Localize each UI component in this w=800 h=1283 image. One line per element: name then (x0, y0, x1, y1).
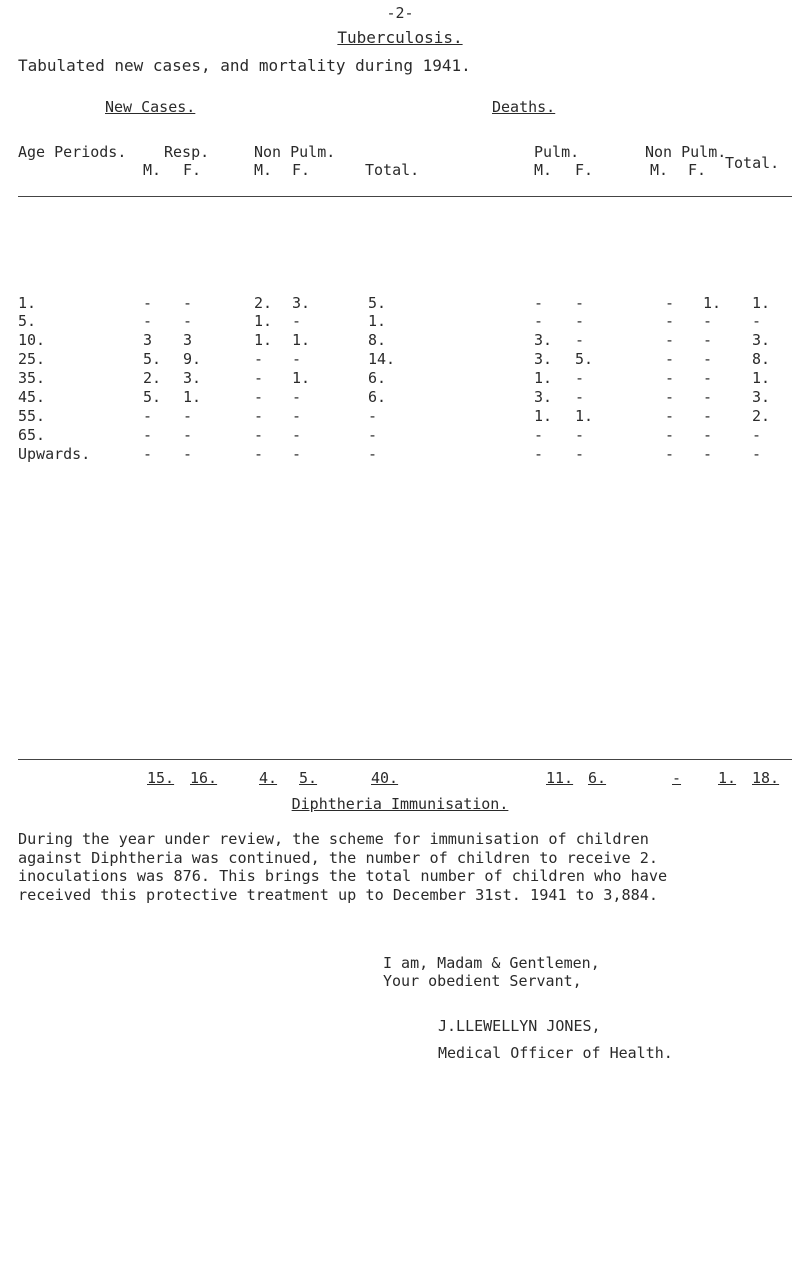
table-cell: 14. (368, 350, 396, 368)
table-cell: - (292, 350, 302, 368)
table-cell: - (292, 407, 302, 425)
intro-line: Tabulated new cases, and mortality during 1941. (18, 56, 471, 75)
total-cell: 5. (299, 769, 318, 787)
header-nonpulm-f: F. (292, 161, 311, 179)
table-cell: - (143, 426, 153, 444)
table-cell: - (183, 294, 193, 312)
totals-top-rule (18, 759, 792, 760)
total-cell: 15. (147, 769, 175, 787)
paragraph-line: against Diphtheria was continued, the number of children to receive 2. (18, 848, 659, 867)
table-cell: 1. (292, 331, 311, 349)
signature-name: J.LLEWELLYN JONES, (438, 1017, 601, 1035)
table-cell: 5. (143, 350, 162, 368)
table-cell: - (143, 445, 153, 463)
section-deaths: Deaths. (492, 98, 556, 116)
table-cell: - (292, 426, 302, 444)
table-cell: - (368, 407, 378, 425)
table-cell: - (575, 294, 585, 312)
table-cell: 5. (368, 294, 387, 312)
table-cell: - (703, 407, 713, 425)
table-cell: 2. (752, 407, 771, 425)
table-cell: 1. (368, 312, 387, 330)
header-nonpulm-d-f: F. (688, 161, 707, 179)
total-cell: 40. (371, 769, 399, 787)
header-rule (18, 196, 792, 197)
table-cell: - (143, 294, 153, 312)
table-cell: - (254, 426, 264, 444)
signature-role: Medical Officer of Health. (438, 1044, 673, 1062)
row-age-label: 25. (18, 350, 46, 368)
table-cell: - (183, 407, 193, 425)
table-cell: 3 (183, 331, 193, 349)
row-age-label: 1. (18, 294, 37, 312)
row-age-label: 55. (18, 407, 46, 425)
row-age-label: 65. (18, 426, 46, 444)
header-pulm-f: F. (575, 161, 594, 179)
closing-servant: Your obedient Servant, (383, 972, 582, 990)
table-cell: - (665, 426, 675, 444)
table-cell: - (183, 445, 193, 463)
table-cell: 3. (534, 331, 553, 349)
table-cell: 6. (368, 369, 387, 387)
table-cell: - (703, 350, 713, 368)
table-cell: 3. (752, 388, 771, 406)
table-cell: - (254, 388, 264, 406)
table-cell: - (575, 445, 585, 463)
table-cell: - (752, 445, 762, 463)
table-cell: 1. (752, 294, 771, 312)
table-cell: - (534, 445, 544, 463)
header-total-deaths: Total. (725, 154, 780, 172)
table-cell: - (575, 426, 585, 444)
table-cell: 5. (575, 350, 594, 368)
table-cell: 3. (183, 369, 202, 387)
total-cell: 6. (588, 769, 607, 787)
table-cell: 9. (183, 350, 202, 368)
header-non-pulm-new: Non Pulm. (254, 143, 336, 161)
table-cell: - (368, 445, 378, 463)
table-cell: - (292, 445, 302, 463)
page-number: -2- (386, 4, 414, 22)
table-cell: - (292, 388, 302, 406)
paragraph-line: inoculations was 876. This brings the total number of children who have (18, 867, 668, 885)
table-cell: 2. (254, 294, 273, 312)
table-cell: - (665, 388, 675, 406)
table-cell: 5. (143, 388, 162, 406)
row-age-label: 5. (18, 312, 37, 330)
table-cell: - (703, 426, 713, 444)
table-cell: - (665, 369, 675, 387)
table-cell: - (752, 312, 762, 330)
table-cell: - (703, 369, 713, 387)
table-cell: - (183, 312, 193, 330)
table-cell: - (665, 407, 675, 425)
total-cell: 11. (546, 769, 574, 787)
table-cell: - (665, 445, 675, 463)
row-age-label: 45. (18, 388, 46, 406)
table-cell: - (575, 369, 585, 387)
table-cell: 1. (575, 407, 594, 425)
table-cell: - (254, 369, 264, 387)
header-nonpulm-d-m: M. (650, 161, 669, 179)
table-cell: - (143, 407, 153, 425)
table-cell: - (665, 294, 675, 312)
table-cell: 1. (703, 294, 722, 312)
closing-salutation: I am, Madam & Gentlemen, (383, 954, 600, 972)
table-cell: 3. (292, 294, 311, 312)
table-cell: - (703, 445, 713, 463)
table-cell: - (254, 445, 264, 463)
header-age-periods: Age Periods. (18, 143, 127, 161)
table-cell: 1. (534, 407, 553, 425)
table-cell: - (534, 426, 544, 444)
table-cell: - (368, 426, 378, 444)
table-cell: 2. (143, 369, 162, 387)
header-nonpulm-m: M. (254, 161, 273, 179)
table-cell: 3. (534, 388, 553, 406)
header-total-new: Total. (365, 161, 420, 179)
header-resp-f: F. (183, 161, 202, 179)
table-cell: - (143, 312, 153, 330)
table-cell: - (703, 312, 713, 330)
table-cell: 1. (254, 312, 273, 330)
header-resp-m: M. (143, 161, 162, 179)
total-cell: 4. (259, 769, 278, 787)
table-cell: 1. (292, 369, 311, 387)
table-cell: 1. (534, 369, 553, 387)
table-cell: - (703, 331, 713, 349)
table-cell: - (534, 294, 544, 312)
table-cell: 3 (143, 331, 153, 349)
section-new-cases: New Cases. (105, 98, 196, 116)
table-cell: - (534, 312, 544, 330)
table-cell: 1. (254, 331, 273, 349)
table-cell: 3. (752, 331, 771, 349)
table-cell: - (292, 312, 302, 330)
header-resp: Resp. (164, 143, 210, 161)
table-cell: - (183, 426, 193, 444)
table-cell: - (665, 350, 675, 368)
table-cell: - (703, 388, 713, 406)
table-cell: - (752, 426, 762, 444)
diphtheria-title: Diphtheria Immunisation. (291, 795, 509, 813)
table-cell: - (665, 312, 675, 330)
page-title: Tuberculosis. (337, 28, 463, 47)
paragraph-line: received this protective treatment up to December 31st. 1941 to 3,884. (18, 885, 659, 904)
header-pulm-m: M. (534, 161, 553, 179)
total-cell: 16. (190, 769, 218, 787)
total-cell: - (672, 769, 682, 787)
table-cell: - (665, 331, 675, 349)
table-cell: 8. (752, 350, 771, 368)
table-cell: - (575, 331, 585, 349)
table-cell: - (254, 407, 264, 425)
table-cell: - (575, 312, 585, 330)
total-cell: 1. (718, 769, 737, 787)
row-age-label: Upwards. (18, 445, 91, 463)
table-cell: 6. (368, 388, 387, 406)
table-cell: 1. (752, 369, 771, 387)
total-cell: 18. (752, 769, 780, 787)
row-age-label: 10. (18, 331, 46, 349)
header-pulm: Pulm. (534, 143, 580, 161)
table-cell: 3. (534, 350, 553, 368)
diphtheria-paragraph (18, 830, 788, 904)
row-age-label: 35. (18, 369, 46, 387)
paragraph-line: During the year under review, the scheme for immunisation of children (18, 830, 649, 848)
table-cell: 1. (183, 388, 202, 406)
header-non-pulm-deaths: Non Pulm. (645, 143, 727, 161)
table-cell: 8. (368, 331, 387, 349)
table-cell: - (254, 350, 264, 368)
table-cell: - (575, 388, 585, 406)
